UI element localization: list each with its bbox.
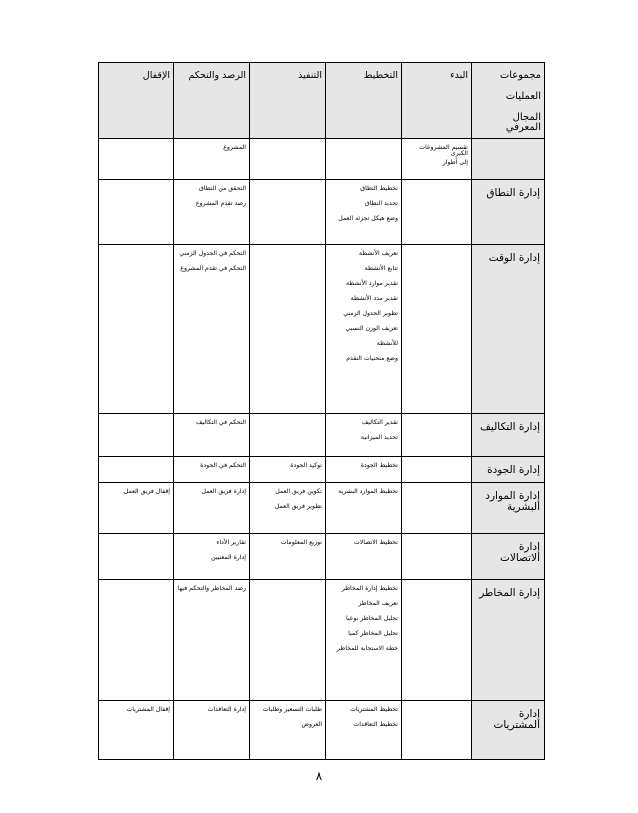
process-item: تحديد الميزانية: [361, 434, 398, 441]
process-cell: [402, 483, 472, 534]
process-cell: [99, 483, 174, 534]
process-cell: [402, 701, 472, 760]
process-item: وضع هيكل تجزئة العمل: [338, 215, 398, 222]
knowledge-area-cell: إدارة النطاق: [472, 180, 545, 245]
process-item: تحليل المخاطر نوعيا: [345, 615, 398, 622]
process-cell: [250, 457, 326, 483]
header-corner-line: مجموعات: [499, 70, 541, 81]
process-item: تطوير فريق العمل: [274, 503, 322, 510]
header-category: الإقفال: [99, 63, 174, 139]
process-cell: [174, 139, 250, 180]
process-item: إقفال فريق العمل: [123, 488, 170, 495]
header-corner-line: المجال المعرفي: [505, 112, 541, 133]
process-cell: [326, 414, 402, 457]
process-cell: [250, 139, 326, 180]
process-item: تخطيط التعاقدات: [353, 721, 398, 728]
process-item: رصد المخاطر والتحكم فيها: [177, 585, 246, 592]
process-cell: [99, 457, 174, 483]
process-item: تحليل المخاطر كميا: [348, 630, 398, 637]
process-cell: [250, 483, 326, 534]
knowledge-area-cell: إدارة المخاطر: [472, 580, 545, 701]
knowledge-area-cell: إدارة التكاليف: [472, 414, 545, 457]
process-cell: [326, 245, 402, 414]
process-item: تخطيط النطاق: [360, 185, 398, 192]
header-corner-line: العمليات: [505, 91, 541, 102]
header-category: الرصد والتحكم: [174, 63, 250, 139]
process-cell: [174, 457, 250, 483]
header-category: البدء: [402, 63, 472, 139]
process-item: إلى أطوار: [442, 159, 468, 166]
page-number: ٨: [315, 769, 323, 783]
process-cell: [174, 701, 250, 760]
process-item: تكوين فريق العمل: [275, 488, 322, 495]
process-item: طلبات التسعير وطلبات: [262, 706, 322, 713]
process-item: التحكم في الجدول الزمني: [179, 250, 246, 257]
process-cell: [250, 701, 326, 760]
process-cell: [174, 534, 250, 580]
process-cell: [99, 414, 174, 457]
process-item: التحكم في تقدم المشروع: [180, 265, 246, 272]
header-corner-cell: [472, 63, 545, 139]
process-cell: [250, 534, 326, 580]
process-cell: [99, 580, 174, 701]
table-row: [99, 245, 545, 414]
process-item: المشروع: [223, 144, 246, 151]
process-cell: [402, 139, 472, 180]
process-item: تتابع الأنشطة: [364, 265, 398, 272]
process-item: تخطيط الجودة: [360, 462, 398, 469]
process-cell: [326, 483, 402, 534]
process-item: تقدير التكاليف: [361, 419, 398, 426]
table-row: [99, 457, 545, 483]
knowledge-area-cell: إدارة الموارد البشرية: [472, 483, 545, 534]
table-row: [99, 139, 545, 180]
process-item: تطوير الجدول الزمني: [343, 310, 398, 317]
process-item: تعريف المخاطر: [358, 600, 398, 607]
header-category: التخطيط: [326, 63, 402, 139]
process-item: توزيع المعلومات: [280, 539, 322, 546]
process-item: خطة الاستجابة للمخاطر: [336, 645, 398, 652]
process-item: التحقق من النطاق: [199, 185, 246, 192]
process-item: تقدير مدد الأنشطة: [350, 295, 398, 302]
table-row: [99, 701, 545, 760]
process-cell: [99, 180, 174, 245]
process-cell: [402, 180, 472, 245]
process-cell: [402, 245, 472, 414]
process-cell: [174, 414, 250, 457]
process-item: تقدير موارد الأنشطة: [345, 280, 398, 287]
process-item: تحديد النطاق: [364, 200, 398, 207]
process-cell: [402, 414, 472, 457]
process-item: إدارة التعاقدات: [207, 706, 246, 713]
table-row: [99, 534, 545, 580]
process-item: التحكم في الجودة: [200, 462, 246, 469]
process-item: تخطيط المشتريات: [350, 706, 398, 713]
process-item: إدارة فريق العمل: [201, 488, 246, 495]
knowledge-area-cell: إدارة الوقت: [472, 245, 545, 414]
process-cell: [174, 245, 250, 414]
process-cell: [99, 139, 174, 180]
process-cell: [326, 701, 402, 760]
process-item: تخطيط إدارة المخاطر: [341, 585, 398, 592]
process-cell: [99, 534, 174, 580]
process-item: العروض: [301, 721, 322, 728]
process-cell: [174, 180, 250, 245]
process-cell: [326, 180, 402, 245]
process-item: إدارة المعنيين: [211, 554, 246, 561]
process-cell: [326, 534, 402, 580]
process-item: توكيد الجودة: [290, 462, 322, 469]
process-item: إقفال المشتريات: [126, 706, 170, 713]
table-row: [99, 180, 545, 245]
table-row: [99, 414, 545, 457]
table-row: [99, 580, 545, 701]
knowledge-area-cell: إدارة الجودة: [472, 457, 545, 483]
process-item: تقارير الأداء: [216, 539, 246, 546]
process-cell: [174, 580, 250, 701]
process-item: وضع منحنيات التقدم: [346, 355, 398, 362]
process-cell: [326, 139, 402, 180]
process-item: تخطيط الاتصالات: [353, 539, 398, 546]
process-cell: [250, 180, 326, 245]
process-cell: [99, 245, 174, 414]
process-item: للأنشطة: [376, 340, 398, 347]
process-cell: [250, 414, 326, 457]
process-item: تخطيط الموارد البشرية: [338, 488, 398, 495]
process-item: التحكم في التكاليف: [196, 419, 246, 426]
process-cell: [402, 534, 472, 580]
process-cell: [326, 457, 402, 483]
process-cell: [402, 580, 472, 701]
process-item: رصد تقدم المشروع: [195, 200, 246, 207]
process-cell: [250, 580, 326, 701]
process-cell: [402, 457, 472, 483]
process-cell: [326, 580, 402, 701]
process-cell: [174, 483, 250, 534]
knowledge-area-cell: إدارة الاتصالات: [472, 534, 545, 580]
process-item: تعريف الأنشطة: [358, 250, 398, 257]
knowledge-area-cell: [472, 139, 545, 180]
knowledge-area-cell: إدارة المشتريات: [472, 701, 545, 760]
process-groups-table: [98, 62, 545, 760]
process-item: تعريف الوزن النسبي: [345, 325, 398, 332]
header-row: [99, 63, 545, 139]
process-item: تقسيم المشروعات الكبرى: [419, 144, 468, 158]
process-cell: [99, 701, 174, 760]
process-cell: [250, 245, 326, 414]
header-category: التنفيذ: [250, 63, 326, 139]
table-row: [99, 483, 545, 534]
